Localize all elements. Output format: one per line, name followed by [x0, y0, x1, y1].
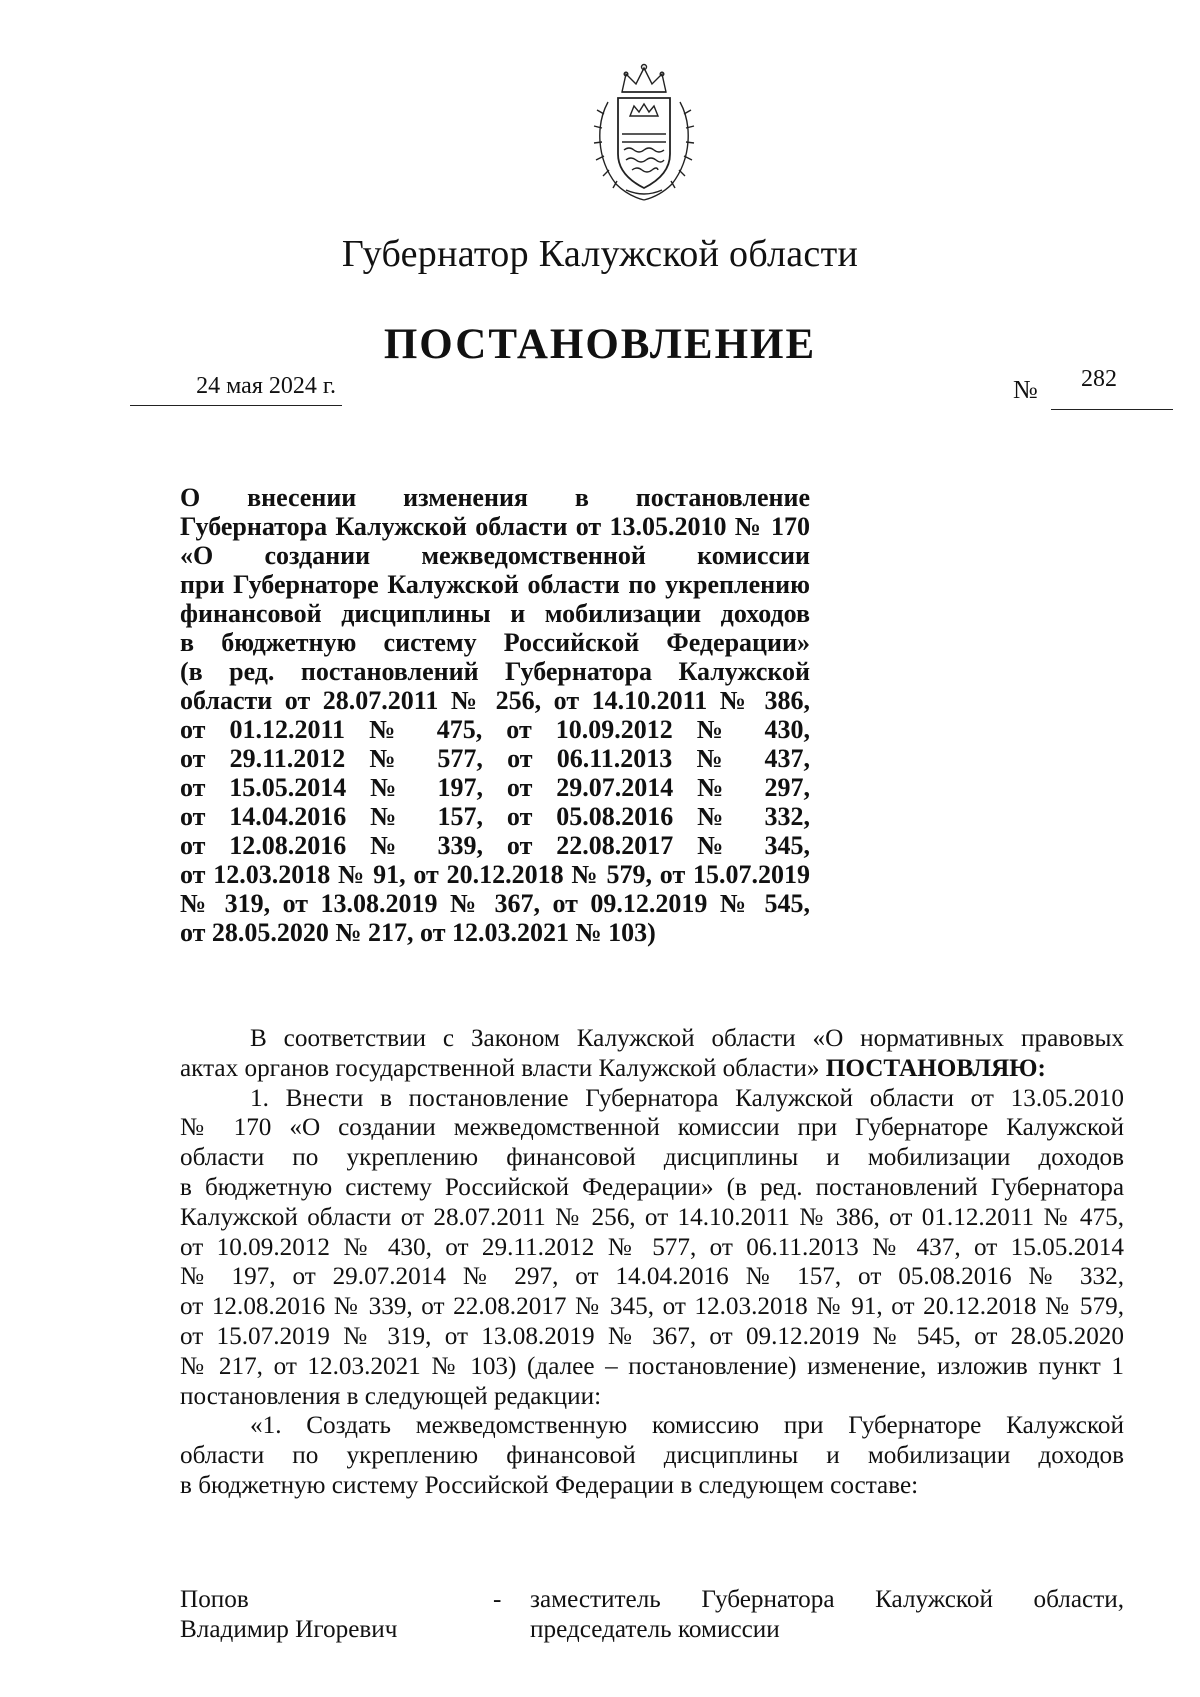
issuing-authority: Губернатор Калужской области	[341, 233, 859, 275]
member-name	[180, 1585, 480, 1645]
title-line: при Губернаторе Калужской области по укреплению	[180, 570, 810, 599]
title-line: от 14.04.2016 № 157, от 05.08.2016 № 332,	[180, 802, 810, 831]
title-line: от 01.12.2011 № 475, от 10.09.2012 № 430,	[180, 715, 810, 744]
quote-line: в бюджетную систему Российской Федерации в следующем составе:	[180, 1471, 919, 1499]
intro-paragraph-line	[180, 1054, 1124, 1084]
title-line: О внесении изменения в постановление	[180, 483, 810, 512]
item1-line: от 12.08.2016 № 339, от 22.08.2017 № 345, от 12.03.2018 № 91, от 20.12.2018 № 579,	[180, 1293, 1124, 1321]
quote-line: «1. Создать межведомственную комиссию при Губернаторе Калужской	[250, 1412, 1124, 1440]
title-line: «О создании межведомственной комиссии	[180, 541, 810, 570]
item1-line: области по укреплению финансовой дисциплины и мобилизации доходов	[180, 1144, 1124, 1172]
member-role-line: председатель комиссии	[530, 1616, 780, 1643]
document-number-field	[1013, 366, 1173, 410]
item1-line: № 170 «О создании межведомственной комиссии при Губернаторе Калужской	[180, 1114, 1124, 1142]
coat-of-arms-icon	[586, 62, 702, 204]
title-line: (в ред. постановлений Губернатора Калужской	[180, 657, 810, 686]
document-type: ПОСТАНОВЛЕНИЕ	[383, 321, 817, 368]
title-line: от 15.05.2014 № 197, от 29.07.2014 № 297,	[180, 773, 810, 802]
title-line: от 28.05.2020 № 217, от 12.03.2021 № 103)	[180, 918, 656, 947]
resolve-word: ПОСТАНОВЛЯЮ:	[825, 1054, 1046, 1082]
title-line: от 12.03.2018 № 91, от 20.12.2018 № 579, от 15.07.2019	[180, 860, 810, 889]
member-surname: Попов	[180, 1586, 249, 1613]
item1-line: от 10.09.2012 № 430, от 29.11.2012 № 577, от 06.11.2013 № 437, от 15.05.2014	[180, 1233, 1124, 1261]
item1-line: Калужской области от 28.07.2011 № 256, от 14.10.2011 № 386, от 01.12.2011 № 475,	[180, 1203, 1124, 1231]
item1-line: 1. Внести в постановление Губернатора Калужской области от 13.05.2010	[250, 1084, 1124, 1112]
quote-line: области по укреплению финансовой дисциплины и мобилизации доходов	[180, 1442, 1124, 1470]
document-body	[180, 1024, 1124, 1501]
item1-line: № 197, от 29.07.2014 № 297, от 14.04.2016 № 157, от 05.08.2016 № 332,	[180, 1263, 1124, 1291]
title-line: финансовой дисциплины и мобилизации доходов	[180, 599, 810, 628]
item1-line: № 217, от 12.03.2021 № 103) (далее – постановление) изменение, изложив пункт 1	[180, 1352, 1124, 1380]
intro-text: актах органов государственной власти Калужской области»	[180, 1054, 820, 1082]
title-line: в бюджетную систему Российской Федерации»	[180, 628, 810, 657]
title-line: № 319, от 13.08.2019 № 367, от 09.12.2019 № 545,	[180, 889, 810, 918]
member-role-line: заместитель Губернатора Калужской области,	[530, 1586, 1124, 1613]
number-sign: №	[1013, 375, 1038, 404]
intro-paragraph-line: В соответствии с Законом Калужской области «О нормативных правовых	[250, 1025, 1124, 1052]
title-line: Губернатора Калужской области от 13.05.2010 № 170	[180, 512, 810, 541]
member-role	[530, 1585, 1124, 1645]
document-number: 282	[1081, 366, 1117, 392]
document-date: 24 мая 2024 г.	[130, 366, 342, 406]
item1-line: от 15.07.2019 № 319, от 13.08.2019 № 367, от 09.12.2019 № 545, от 28.05.2020	[180, 1322, 1124, 1350]
title-line: области от 28.07.2011 № 256, от 14.10.2011 № 386,	[180, 686, 810, 715]
item1-line: в бюджетную систему Российской Федерации» (в ред. постановлений Губернатора	[180, 1173, 1124, 1201]
member-dash: -	[493, 1586, 502, 1613]
document-title	[180, 483, 810, 947]
member-given-names: Владимир Игоревич	[180, 1616, 398, 1643]
title-line: от 12.08.2016 № 339, от 22.08.2017 № 345,	[180, 831, 810, 860]
number-underline	[1051, 366, 1173, 410]
item1-line: постановления в следующей редакции:	[180, 1382, 602, 1410]
title-line: от 29.11.2012 № 577, от 06.11.2013 № 437,	[180, 744, 810, 773]
